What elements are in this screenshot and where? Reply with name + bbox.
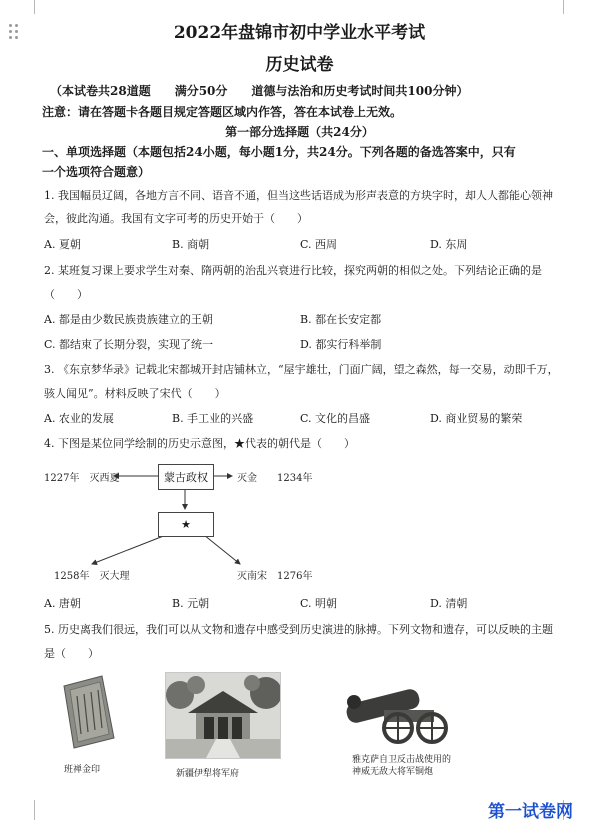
caption-cannon-line1: 雅克萨自卫反击战使用的 bbox=[352, 755, 452, 765]
ili-general-mansion-image bbox=[165, 672, 281, 759]
caption-cannon-line2: 神威无敌大将军铜炮 bbox=[352, 767, 434, 777]
caption-gold-seal: 班禅金印 bbox=[64, 765, 101, 775]
q1-option-c[interactable]: C. 西周 bbox=[300, 238, 338, 251]
q2-option-a[interactable]: A. 都是由少数民族贵族建立的王朝 bbox=[44, 313, 213, 326]
q3-option-b[interactable]: B. 手工业的兴盛 bbox=[172, 412, 254, 425]
section-heading-line2: 一个选项符合题意） bbox=[42, 165, 151, 179]
question-5-line2: 是（ ） bbox=[44, 647, 99, 660]
notice: 注意：请在答题卡各题目规定答题区域内作答，答在本试卷上无效。 bbox=[42, 105, 403, 119]
cannon-image bbox=[340, 670, 452, 748]
exam-title: 2022年盘锦市初中学业水平考试 bbox=[173, 23, 426, 43]
q2-option-d[interactable]: D. 都实行科举制 bbox=[300, 338, 382, 351]
section-heading-line1: 一、单项选择题（本题包括24小题，每小题1分，共24分。下列各题的备选答案中，只有 bbox=[42, 145, 516, 159]
exam-info: （本试卷共28道题 满分50分 道德与法治和历史考试时间共100分钟） bbox=[50, 84, 469, 98]
crop-mark-top-right bbox=[563, 0, 578, 14]
q2-option-c[interactable]: C. 都结束了长期分裂，实现了统一 bbox=[44, 338, 214, 351]
q3-option-d[interactable]: D. 商业贸易的繁荣 bbox=[430, 412, 523, 425]
label-jin: 灭金 1234年 bbox=[237, 473, 313, 484]
q4-option-a[interactable]: A. 唐朝 bbox=[44, 597, 81, 610]
star-dynasty-box: ★ bbox=[158, 512, 214, 537]
question-2-line1: 2. 某班复习课上要求学生对秦、隋两朝的治乱兴衰进行比较，探究两朝的相似之处。下列结论正确的是 bbox=[44, 264, 542, 277]
question-3-line2: 骇人闻见”。材料反映了宋代（ ） bbox=[44, 387, 226, 400]
crop-mark-top-left bbox=[20, 0, 35, 14]
q3-option-c[interactable]: C. 文化的昌盛 bbox=[300, 412, 371, 425]
question-1-line1: 1. 我国幅员辽阔，各地方言不同、语音不通，但当这些话语成为形声表意的方块字时，却人人都能心领神 bbox=[44, 189, 553, 202]
caption-ili-mansion: 新疆伊犁将军府 bbox=[176, 769, 240, 779]
part-heading: 第一部分选择题（共24分） bbox=[225, 125, 374, 139]
q4-option-c[interactable]: C. 明朝 bbox=[300, 597, 338, 610]
q1-option-b[interactable]: B. 商朝 bbox=[172, 238, 210, 251]
site-watermark: 第一试卷网 bbox=[488, 802, 573, 822]
label-southern-song: 灭南宋 1276年 bbox=[237, 571, 313, 582]
panchen-gold-seal-image bbox=[60, 672, 118, 752]
exam-subtitle: 历史试卷 bbox=[265, 55, 334, 75]
question-4-line1: 4. 下图是某位同学绘制的历史示意图，★代表的朝代是（ ） bbox=[44, 437, 355, 450]
q3-option-a[interactable]: A. 农业的发展 bbox=[44, 412, 114, 425]
mongol-regime-box: 蒙古政权 bbox=[158, 464, 214, 490]
question-5-line1: 5. 历史离我们很远，我们可以从文物和遗存中感受到历史演进的脉搏。下列文物和遗存，可以反映的主题 bbox=[44, 623, 553, 636]
q2-option-b[interactable]: B. 都在长安定都 bbox=[300, 313, 382, 326]
label-west-xia: 1227年 灭西夏 bbox=[44, 473, 120, 484]
label-dali: 1258年 灭大理 bbox=[54, 571, 130, 582]
q4-option-d[interactable]: D. 清朝 bbox=[430, 597, 468, 610]
question-2-line2: （ ） bbox=[44, 288, 88, 301]
q1-option-d[interactable]: D. 东周 bbox=[430, 238, 468, 251]
question-3-line1: 3. 《东京梦华录》记载北宋都城开封店铺林立，“屋宇雄壮，门面广阔，望之森然，每一交易，动即千万， bbox=[44, 363, 559, 376]
q1-option-a[interactable]: A. 夏朝 bbox=[44, 238, 81, 251]
history-diagram bbox=[44, 452, 334, 587]
q4-option-b[interactable]: B. 元朝 bbox=[172, 597, 210, 610]
question-1-line2: 会，彼此沟通。我国有文字可考的历史开始于（ ） bbox=[44, 212, 308, 225]
crop-mark-bottom-left bbox=[20, 800, 35, 820]
